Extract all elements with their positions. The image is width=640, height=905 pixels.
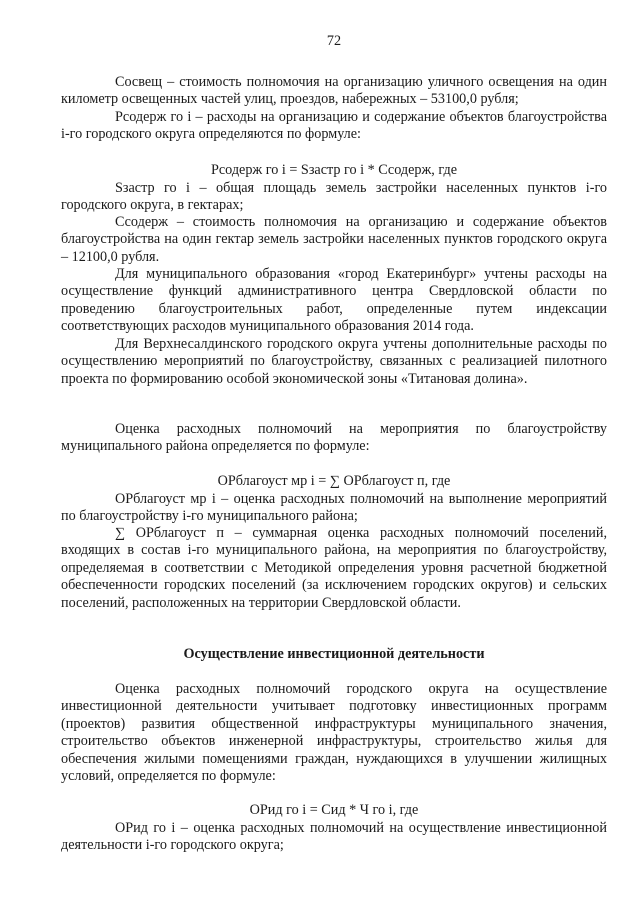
paragraph-maintenance-cost xyxy=(61,214,607,266)
formula-text: ОРблагоуст мр i = ∑ ОРблагоуст п, где xyxy=(217,473,451,489)
paragraph-text: Оценка расходных полномочий на мероприятия по благоустройству муниципального района определяется по формуле: xyxy=(61,421,607,455)
paragraph-text: ∑ ОРблагоуст п – суммарная оценка расходных полномочий поселений, входящих в состав i-го муниципального района, на мероприятия по благоустройству, определяемая в соответствии с Методикой определения уровня расчетной бюджетной обеспеченности городских поселений (за исключением городских округов) и сельских поселений, расположенных на территории Свердловской области. xyxy=(61,525,607,611)
paragraph-ekaterinburg xyxy=(61,266,607,336)
paragraph-text: Рсодерж го i – расходы на организацию и содержание объектов благоустройства i-го городского округа определяются по формуле: xyxy=(61,109,607,143)
paragraph-district-definition xyxy=(61,491,607,526)
paragraph-text: Ссодерж – стоимость полномочия на организацию и содержание объектов благоустройства на один гектар земель застройки населенных пунктов городского округа – 12100,0 рубля. xyxy=(61,214,607,265)
paragraph-text: Для муниципального образования «город Екатеринбург» учтены расходы на осуществление функций административного центра Свердловской области по проведению благоустроительных работ, определенные путем индексации соответствующих расходов муниципального образования 2014 года. xyxy=(61,266,607,335)
formula-text: ОРид го i = Сид * Ч го i, где xyxy=(249,802,419,818)
paragraph-verkhnesaldinsky xyxy=(61,336,607,388)
formula-district xyxy=(61,473,607,490)
heading-text: Осуществление инвестиционной деятельности xyxy=(183,646,485,662)
paragraph-text: ОРблагоуст мр i – оценка расходных полномочий на выполнение мероприятий по благоустройству i-го муниципального района; xyxy=(61,491,607,525)
formula-maintenance xyxy=(61,162,607,179)
formula-text: Рсодерж го i = Sзастр го i * Ссодерж, где xyxy=(210,162,458,178)
paragraph-text: Sзастр го i – общая площадь земель застройки населенных пунктов i-го городского округа, в гектарах; xyxy=(61,180,607,214)
formula-investment xyxy=(61,802,607,819)
paragraph-street-lighting-cost xyxy=(61,74,607,109)
page-number: 72 xyxy=(326,33,342,49)
paragraph-built-up-area xyxy=(61,180,607,215)
section-heading xyxy=(61,646,607,663)
paragraph-investment-definition xyxy=(61,820,607,855)
paragraph-investment-assessment xyxy=(61,681,607,785)
paragraph-text: Сосвещ – стоимость полномочия на организацию уличного освещения на один километр освещенных частей улиц, проездов, набережных – 53100,0 рубля; xyxy=(61,74,607,108)
paragraph-text: ОРид го i – оценка расходных полномочий на осуществление инвестиционной деятельности i-го городского округа; xyxy=(61,820,607,854)
paragraph-text: Для Верхнесалдинского городского округа учтены дополнительные расходы по осуществлению мероприятий по благоустройству, связанных с реализацией пилотного проекта по формированию особой экономической зоны «Титановая долина». xyxy=(61,336,607,387)
paragraph-district-assessment xyxy=(61,421,607,456)
paragraph-text: Оценка расходных полномочий городского округа на осуществление инвестиционной деятельности учитывает подготовку инвестиционных программ (проектов) развития общественной инфраструктуры муниципального значения, строительство объектов инженерной инфраструктуры, строительство жилья для обеспечения жилыми помещениями граждан, нуждающихся в улучшении жилищных условий, определяется по формуле: xyxy=(61,681,607,785)
paragraph-settlements-sum xyxy=(61,525,607,612)
paragraph-maintenance-expenses xyxy=(61,109,607,144)
